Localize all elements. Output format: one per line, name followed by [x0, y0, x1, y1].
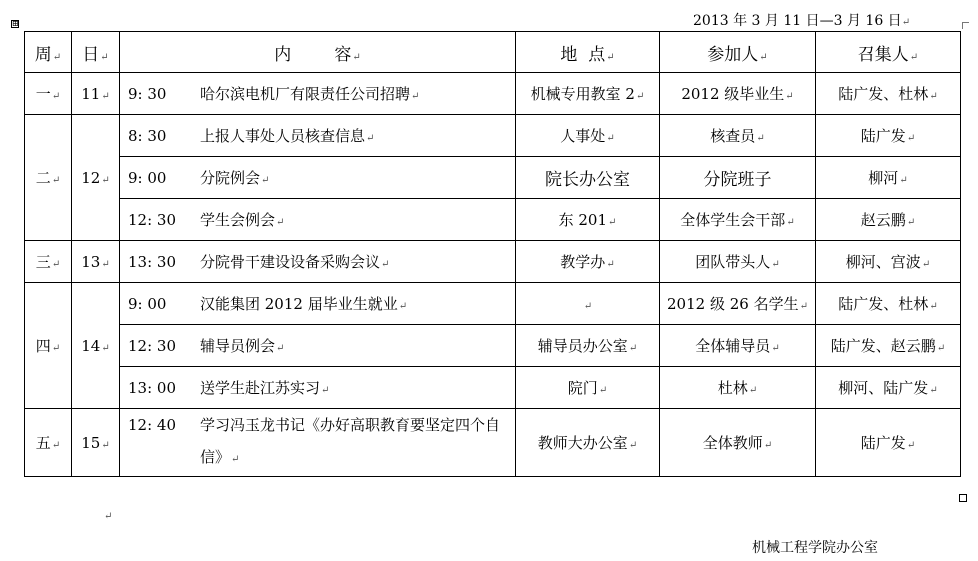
- paragraph-mark-icon: ↵: [51, 343, 61, 354]
- header-location: [516, 32, 660, 73]
- time-text: 9: 30: [128, 85, 167, 103]
- paragraph-mark-icon: ↵: [756, 133, 765, 144]
- paragraph-mark-icon: ↵: [906, 440, 916, 451]
- table-corner-marker: [962, 22, 969, 29]
- event-text: 上报人事处人员核查信息: [200, 127, 366, 145]
- location-cell: [516, 325, 660, 367]
- paragraph-mark-icon: ↵: [899, 175, 908, 186]
- convener-cell: [816, 367, 961, 409]
- paragraph-mark-icon: ↵: [231, 454, 240, 465]
- day-cell: [72, 409, 120, 477]
- paragraph-mark-icon: ↵: [635, 91, 645, 102]
- header-participants: [660, 32, 816, 73]
- week-text: 五: [35, 434, 51, 452]
- paragraph-mark-icon: ↵: [51, 440, 61, 451]
- header-week-text: 周: [34, 44, 52, 65]
- participants-text: 团队带头人: [695, 253, 771, 271]
- paragraph-mark-icon: ↵: [51, 91, 61, 102]
- table-row: [25, 409, 961, 477]
- paragraph-mark-icon: ↵: [608, 217, 617, 228]
- location-text: 院门: [567, 379, 598, 397]
- paragraph-mark-icon: ↵: [759, 51, 768, 63]
- participants-text: 杜林: [717, 379, 748, 397]
- paragraph-mark-icon: ↵: [101, 174, 110, 186]
- day-text: 14: [81, 336, 101, 355]
- location-cell: [516, 283, 660, 325]
- table-move-handle-icon[interactable]: [11, 20, 19, 28]
- location-cell: [516, 367, 660, 409]
- paragraph-mark-icon: ↵: [929, 301, 938, 312]
- convener-text: 柳河、宫波: [845, 253, 921, 271]
- day-cell: [72, 283, 120, 409]
- location-cell: [516, 241, 660, 283]
- issuing-office: 机械工程学院办公室: [752, 540, 878, 556]
- location-text: 院长办公室: [545, 170, 630, 190]
- week-cell: [25, 115, 72, 241]
- time-text: 12: 40: [128, 416, 176, 434]
- header-location-text: 地 点: [560, 44, 606, 65]
- participants-cell: [660, 367, 816, 409]
- location-text: 教学办: [560, 253, 606, 271]
- paragraph-mark-icon: ↵: [936, 343, 946, 354]
- event-text: 学生会例会: [200, 211, 276, 229]
- table-row: [25, 157, 961, 199]
- paragraph-mark-icon: ↵: [771, 259, 780, 270]
- paragraph-mark-icon: ↵: [381, 259, 390, 270]
- event-text: 汉能集团 2012 届毕业生就业: [200, 295, 398, 313]
- location-cell: [516, 115, 660, 157]
- paragraph-mark-icon: ↵: [906, 133, 916, 144]
- paragraph-mark-icon: ↵: [101, 342, 110, 354]
- day-cell: [72, 115, 120, 241]
- content-cell: [120, 115, 516, 157]
- participants-cell: [660, 115, 816, 157]
- convener-cell: [816, 241, 961, 283]
- paragraph-mark-icon: ↵: [276, 343, 285, 354]
- participants-text: 分院班子: [703, 170, 772, 190]
- paragraph-mark-icon: ↵: [606, 259, 615, 270]
- participants-text: 全体教师: [702, 434, 763, 452]
- paragraph-mark-icon: ↵: [799, 301, 808, 312]
- paragraph-mark-icon: ↵: [51, 259, 61, 270]
- participants-text: 2012 级 26 名学生: [667, 295, 799, 313]
- participants-text: 核查员: [710, 127, 756, 145]
- location-text: 教师大办公室: [537, 434, 628, 452]
- table-row: [25, 199, 961, 241]
- time-text: 12: 30: [128, 211, 176, 229]
- paragraph-mark-icon: ↵: [628, 440, 638, 451]
- content-cell: [120, 241, 516, 283]
- participants-cell: [660, 73, 816, 115]
- participants-cell: [660, 283, 816, 325]
- participants-cell: [660, 409, 816, 477]
- participants-cell: [660, 199, 816, 241]
- paragraph-mark-icon: ↵: [411, 91, 420, 102]
- location-cell: [516, 157, 660, 199]
- weekly-schedule-table: [24, 31, 961, 477]
- paragraph-mark-icon: ↵: [786, 217, 795, 228]
- day-text: 11: [81, 84, 101, 103]
- event-text: 送学生赴江苏实习: [200, 379, 321, 397]
- content-cell: [120, 325, 516, 367]
- header-day-text: 日: [82, 44, 100, 65]
- header-convener: [816, 32, 961, 73]
- date-range: [693, 10, 910, 30]
- convener-cell: [816, 115, 961, 157]
- header-content-text: 内 容: [274, 44, 352, 65]
- move-handle-glyph: ⊞: [12, 19, 19, 28]
- paragraph-mark-icon: ↵: [909, 51, 919, 63]
- participants-cell: [660, 325, 816, 367]
- paragraph-mark-icon: ↵: [52, 51, 62, 63]
- location-text: 人事处: [560, 127, 606, 145]
- location-cell: [516, 199, 660, 241]
- table-resize-handle-icon[interactable]: [959, 494, 967, 502]
- paragraph-mark-icon: ↵: [929, 385, 938, 396]
- table-row: [25, 325, 961, 367]
- paragraph-mark-icon: ↵: [606, 51, 615, 63]
- content-cell: [120, 157, 516, 199]
- week-text: 一: [35, 85, 51, 103]
- date-range-text: 2013 年 3 月 11 日—3 月 16 日: [693, 13, 902, 29]
- time-text: 8: 30: [128, 127, 167, 145]
- table-row: [25, 283, 961, 325]
- paragraph-mark-icon: ↵: [921, 259, 931, 270]
- paragraph-mark-icon: ↵: [398, 301, 408, 312]
- table-header-row: [25, 32, 961, 73]
- paragraph-mark-icon: ↵: [352, 51, 361, 63]
- table-row: [25, 115, 961, 157]
- paragraph-mark-icon: ↵: [366, 133, 375, 144]
- paragraph-mark-icon: ↵: [906, 217, 916, 228]
- week-text: 三: [35, 253, 51, 271]
- day-text: 15: [81, 433, 101, 452]
- convener-text: 陆广发、杜林: [838, 295, 929, 313]
- content-cell: [120, 283, 516, 325]
- header-content: [120, 32, 516, 73]
- location-text: 机械专用教室 2: [530, 85, 635, 103]
- convener-text: 陆广发、赵云鹏: [830, 337, 936, 355]
- paragraph-mark-icon: ↵: [583, 300, 593, 312]
- participants-text: 全体辅导员: [695, 337, 771, 355]
- convener-cell: [816, 409, 961, 477]
- paragraph-mark-icon: ↵: [321, 385, 330, 396]
- paragraph-mark-icon: ↵: [748, 385, 758, 396]
- convener-text: 柳河: [868, 169, 899, 187]
- convener-cell: [816, 73, 961, 115]
- table-row: [25, 367, 961, 409]
- participants-cell: [660, 157, 816, 199]
- convener-cell: [816, 283, 961, 325]
- convener-text: 陆广发、杜林: [838, 85, 929, 103]
- paragraph-mark-icon: ↵: [929, 91, 938, 102]
- location-text: 东 201: [558, 211, 607, 229]
- paragraph-mark-icon: ↵: [51, 175, 61, 186]
- week-text: 四: [35, 337, 51, 355]
- week-cell: [25, 409, 72, 477]
- paragraph-mark-icon: ↵: [763, 440, 773, 451]
- table-row: [25, 73, 961, 115]
- paragraph-mark-icon: ↵: [101, 258, 110, 270]
- day-text: 12: [81, 168, 101, 187]
- table-row: [25, 241, 961, 283]
- participants-text: 2012 级毕业生: [681, 85, 785, 103]
- paragraph-mark-icon: ↵: [101, 439, 110, 451]
- event-text: 学习冯玉龙书记《办好高职教育要坚定四个自信》: [200, 416, 501, 466]
- header-week: [25, 32, 72, 73]
- content-cell: [120, 73, 516, 115]
- convener-text: 陆广发: [860, 434, 906, 452]
- participants-cell: [660, 241, 816, 283]
- day-cell: [72, 241, 120, 283]
- header-day: [72, 32, 120, 73]
- paragraph-mark-icon: ↵: [771, 343, 780, 354]
- event-text: 辅导员例会: [200, 337, 276, 355]
- paragraph-mark-icon: ↵: [261, 175, 270, 186]
- time-text: 9: 00: [128, 295, 167, 313]
- content-cell: [120, 367, 516, 409]
- time-text: 12: 30: [128, 337, 176, 355]
- location-cell: [516, 409, 660, 477]
- participants-text: 全体学生会干部: [680, 211, 786, 229]
- time-text: 13: 00: [128, 379, 176, 397]
- convener-cell: [816, 199, 961, 241]
- day-cell: [72, 73, 120, 115]
- paragraph-mark-icon: ↵: [104, 511, 113, 522]
- week-cell: [25, 283, 72, 409]
- week-cell: [25, 241, 72, 283]
- paragraph-mark-icon: ↵: [901, 17, 911, 28]
- week-cell: [25, 73, 72, 115]
- paragraph-mark-icon: ↵: [606, 133, 615, 144]
- header-participants-text: 参加人: [707, 44, 759, 65]
- time-text: 13: 30: [128, 253, 176, 271]
- paragraph-mark-icon: ↵: [785, 91, 794, 102]
- convener-text: 赵云鹏: [860, 211, 906, 229]
- event-text: 分院例会: [200, 169, 261, 187]
- convener-cell: [816, 157, 961, 199]
- event-text-wrapper: [200, 409, 510, 476]
- content-cell: [120, 199, 516, 241]
- content-cell: [120, 409, 516, 477]
- paragraph-mark-icon: ↵: [628, 343, 638, 354]
- convener-text: 陆广发: [860, 127, 906, 145]
- location-cell: [516, 73, 660, 115]
- day-text: 13: [81, 252, 101, 271]
- convener-cell: [816, 325, 961, 367]
- paragraph-mark-icon: ↵: [101, 90, 110, 102]
- paragraph-mark-icon: ↵: [100, 51, 109, 63]
- convener-text: 柳河、陆广发: [838, 379, 929, 397]
- event-text: 哈尔滨电机厂有限责任公司招聘: [200, 85, 411, 103]
- header-convener-text: 召集人: [857, 44, 909, 65]
- time-text: 9: 00: [128, 169, 167, 187]
- location-text: 辅导员办公室: [537, 337, 628, 355]
- paragraph-mark-icon: ↵: [598, 385, 608, 396]
- week-text: 二: [35, 169, 51, 187]
- paragraph-mark-icon: ↵: [276, 217, 285, 228]
- event-text: 分院骨干建设设备采购会议: [200, 253, 381, 271]
